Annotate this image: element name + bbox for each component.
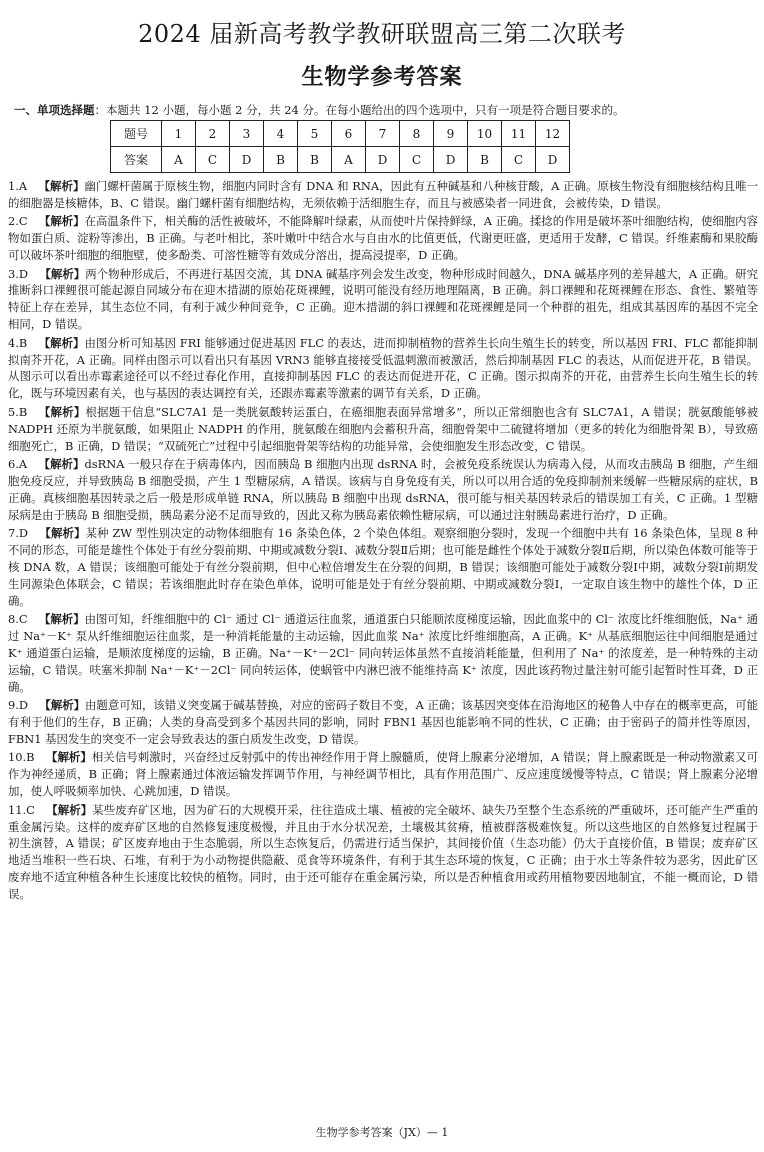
section-heading xyxy=(14,102,754,118)
question-number-cell: 8 xyxy=(400,121,434,147)
answer-table-row-numbers xyxy=(111,121,570,147)
row-label-answer: 答案 xyxy=(111,147,162,173)
explanation-item xyxy=(8,266,758,334)
analysis-tag: 【解析】 xyxy=(46,802,93,817)
explanation-text: 相关信号刺激时，兴奋经过反射弧中的传出神经作用于肾上腺髓质，使肾上腺素分泌增加，A 错误；肾上腺素既是一种动物激素又可作为神经递质，B 正确；肾上腺素通过体液运输发挥调节作用，与神经调节相比，具有作用范围广、反应速度缓慢等特点，C 错误；肾上腺素分泌增加，使人呼吸频率加快、心跳加速，D 错误。 xyxy=(8,750,758,799)
question-number-cell: 3 xyxy=(230,121,264,147)
explanation-item xyxy=(8,213,758,264)
document-title: 生物学参考答案 xyxy=(301,64,463,90)
item-number: 4.B xyxy=(8,335,28,350)
answer-cell: D xyxy=(536,147,570,173)
answer-cell: A xyxy=(162,147,196,173)
question-number-cell: 4 xyxy=(264,121,298,147)
explanation-text: 根据题干信息“SLC7A1 是一类胱氨酸转运蛋白，在癌细胞表面异常增多”，所以正常细胞也含有 SLC7A1，A 错误；胱氨酸能够被 NADPH 还原为半胱氨酸，如果阻止 NADPH 的作用，胱氨酸在细胞内会蓄积升高，细胞骨架中二硫键将增加（更多的转化为细胞骨架 B），导致癌细胞死亡，B 正确，D 错误；“双硫死亡”过程中引起细胞骨架等结构的功能异常，会使细胞发生形态改变，C 错误。 xyxy=(8,404,758,453)
row-label-question-number: 题号 xyxy=(111,121,162,147)
exam-title: 2024 届新高考教学教研联盟高三第二次联考 xyxy=(138,20,626,48)
explanation-text: 在高温条件下，相关酶的活性被破坏，不能降解叶绿素，从而使叶片保持鲜绿，A 正确。揉捻的作用是破坏茶叶细胞结构，使细胞内容物如蛋白质、淀粉等渗出，B 正确。与老叶相比，茶叶嫩叶中结合水与自由水的比值更低，代谢更旺盛，更适用于发酵，C 错误。纤维素酶和果胶酶可以破坏茶叶细胞的细胞壁，使多酚类、可溶性糖等有效成分溶出，提高浸提率，D 正确。 xyxy=(8,214,758,263)
explanation-text: 某种 ZW 型性别决定的动物体细胞有 16 条染色体，2 个染色体组。观察细胞分裂时，发现一个细胞中共有 16 条染色体，呈现 8 种不同的形态，可能是雄性个体处于有丝分裂前期、中期或减数分裂Ⅰ、减数分裂Ⅱ后期；也可能是雌性个体处于减数分裂Ⅱ后期，所以染色体数可能等于核 DNA 数，A 错误；该细胞可能处于有丝分裂前期，但中心粒倍增发生在分裂的间期，B 错误；该细胞可能处于减数分裂Ⅰ中期，减数分裂Ⅰ前期发生同源染色体联会，C 错误；若该细胞此时存在染色单体，说明可能是处于有丝分裂前期、中期或减数分裂Ⅰ，一定取自该生物中的雄性个体，D 正确。 xyxy=(8,526,758,608)
answer-cell: B xyxy=(264,147,298,173)
explanation-item xyxy=(8,611,758,696)
answer-table-row-answers xyxy=(111,147,570,173)
answer-table xyxy=(110,120,570,173)
item-number: 9.D xyxy=(8,698,29,713)
answer-cell: C xyxy=(502,147,536,173)
item-number: 7.D xyxy=(8,526,29,541)
item-number: 8.C xyxy=(8,612,28,627)
analysis-tag: 【解析】 xyxy=(39,526,86,541)
question-number-cell: 5 xyxy=(298,121,332,147)
answer-cell: D xyxy=(366,147,400,173)
explanation-item xyxy=(8,749,758,800)
explanation-text: 某些废弃矿区地，因为矿石的大规模开采，往往造成土壤、植被的完全破坏、缺失乃至整个生态系统的严重破坏，还可能产生严重的重金属污染。这样的废弃矿区地的自然修复速度极慢，并且由于水分状况差，土壤极其贫瘠，植被群落极难恢复。所以这些地区的自然修复过程属于初生演替，A 错误；矿区废弃地由于生态脆弱，所以生态恢复后，仍需进行适当保护，其间接价值（生态功能）仍大于直接价值，B 错误；废弃矿区地适当堆积一些石块、石堆，有利于为小动物提供隐蔽、觅食等环境条件，有利于其生态环境的恢复，C 正确；由于水土等条件较为恶劣，因此矿区废弃地不适宜种植各种生长速度比较快的植物。同时，由于还可能存在重金属污染，所以是否种植食用或药用植物要因地制宜，不能一概而论，D 错误。 xyxy=(8,802,758,902)
explanation-text: 两个物种形成后，不再进行基因交流，其 DNA 碱基序列会发生改变，物种形成时间越久，DNA 碱基序列的差异越大，A 正确。研究推断斜口裸鲤很可能起源自同域分布在迎木措湖的原始花斑裸鲤，说明可能没有经历地理隔离，B 正确。斜口裸鲤和花斑裸鲤在形态、食性、繁殖等特征上存在差异，其生态位不同，有利于减少种间竞争，C 正确。迎木措湖的斜口裸鲤和花斑裸鲤是同一个种群的祖先，组成其基因库的基因不完全相同，D 错误。 xyxy=(8,266,758,332)
analysis-tag: 【解析】 xyxy=(38,214,85,229)
question-number-cell: 11 xyxy=(502,121,536,147)
question-number-cell: 12 xyxy=(536,121,570,147)
item-number: 6.A xyxy=(8,457,28,471)
explanation-text: 幽门螺杆菌属于原核生物，细胞内同时含有 DNA 和 RNA，因此有五种碱基和八种核苷酸，A 正确。原核生物没有细胞核结构且唯一的细胞器是核糖体，B、C 错误。幽门螺杆菌有细胞结构，无须依赖于活细胞生存，而且与被感染者一同进食，会被传染，D 错误。 xyxy=(8,179,758,210)
explanation-text: dsRNA 一般只存在于病毒体内，因而胰岛 B 细胞内出现 dsRNA 时，会被免疫系统误认为病毒入侵，从而攻击胰岛 B 细胞，产生细胞免疫反应，并导致胰岛 B 细胞受损，产生 1 型糖尿病，A 错误。该病与自身免疫有关，所以可以用合适的免疫抑制剂来缓解一些糖尿病的症状，B 正确。真核细胞基因转录之后一般是形成单链 RNA，所以胰岛 B 细胞中出现 dsRNA，很可能与相关基因转录后的错误加工有关，C 正确。1 型糖尿病是由于胰岛 B 细胞受损，胰岛素分泌不足而导致的，因此又称为胰岛素依赖性糖尿病，可以通过注射胰岛素进行治疗，D 正确。 xyxy=(8,457,758,522)
item-number: 10.B xyxy=(8,750,35,765)
explanation-item xyxy=(8,697,758,748)
question-number-cell: 6 xyxy=(332,121,366,147)
section-heading-label: 一、单项选择题 xyxy=(14,103,95,117)
explanation-text: 由图可知，纤维细胞中的 Cl⁻ 通过 Cl⁻ 通道运往血浆，通道蛋白只能顺浓度梯度运输，因此血浆中的 Cl⁻ 浓度比纤维细胞低，Na⁺ 通过 Na⁺－K⁺ 泵从纤维细胞运往血浆，是一种消耗能量的主动运输，因此血浆 Na⁺ 浓度比纤维细胞高，A 正确。K⁺ 从基底细胞运往中间细胞是通过 K⁺ 通道蛋白运输，是顺浓度梯度的运输，B 正确。Na⁺－K⁺－2Cl⁻ 同向转运体虽然不直接消耗能量，但利用了 Na⁺ 的浓度差，是一种特殊的主动运输，C 错误。呋塞米抑制 Na⁺－K⁺－2Cl⁻ 同向转运体，使蜗管中内淋巴液不能维持高 K⁺ 浓度，因此该药物过量注射可能引起暂时性耳聋，D 正确。 xyxy=(8,612,758,694)
answer-cell: B xyxy=(468,147,502,173)
answer-cell: C xyxy=(400,147,434,173)
answer-cell: B xyxy=(298,147,332,173)
analysis-tag: 【解析】 xyxy=(39,698,86,713)
explanation-item xyxy=(8,802,758,903)
item-number: 11.C xyxy=(8,802,35,817)
explanation-text: 由题意可知，该错义突变属于碱基替换，对应的密码子数目不变，A 正确；该基因突变体在沿海地区的秘鲁人中存在的概率更高，可能有利于他们的生存，B 正确；人类的身高受到多个基因共同的影响，同时 FBN1 基因也能影响不同的性状，C 正确；由于密码子的简并性等原因，FBN1 基因发生的突变不一定会导致表达的蛋白质发生改变，D 错误。 xyxy=(8,698,758,746)
explanation-item xyxy=(8,178,758,212)
analysis-tag: 【解析】 xyxy=(38,612,85,627)
analysis-tag: 【解析】 xyxy=(39,266,86,281)
question-number-cell: 2 xyxy=(196,121,230,147)
question-number-cell: 9 xyxy=(434,121,468,147)
item-number: 5.B xyxy=(8,404,28,419)
answer-cell: A xyxy=(332,147,366,173)
answer-cell: C xyxy=(196,147,230,173)
analysis-tag: 【解析】 xyxy=(38,179,85,193)
page-footer: 生物学参考答案（JX）— 1 xyxy=(315,1126,449,1139)
item-number: 3.D xyxy=(8,266,29,281)
explanation-text: 由图分析可知基因 FRI 能够通过促进基因 FLC 的表达，进而抑制植物的营养生长向生殖生长的转变，所以基因 FRI、FLC 都能抑制拟南芥开花，A 正确。同样由图示可以看出只有基因 VRN3 能够直接接受低温刺激而被激活，然后抑制基因 FLC 的表达，从而促进开花，B 错误。从图示可以看出赤霉素途径可以不经过春化作用，直接抑制基因 FLC 的表达而促进开花，C 正确。图示拟南芥的开花，由营养生长向生殖生长的转化，既与环境因素有关，也与基因的表达调控有关，还跟赤霉素等激素的调节有关系，D 正确。 xyxy=(8,335,758,401)
answer-cell: D xyxy=(230,147,264,173)
explanation-item xyxy=(8,525,758,610)
analysis-tag: 【解析】 xyxy=(38,457,85,471)
explanation-list xyxy=(8,178,758,903)
section-heading-text: ：本题共 12 小题，每小题 2 分，共 24 分。在每小题给出的四个选项中，只有一项是符合题目要求的。 xyxy=(94,103,625,117)
explanation-item xyxy=(8,456,758,524)
explanation-item xyxy=(8,335,758,403)
answer-cell: D xyxy=(434,147,468,173)
analysis-tag: 【解析】 xyxy=(38,404,86,419)
analysis-tag: 【解析】 xyxy=(38,335,85,350)
analysis-tag: 【解析】 xyxy=(45,750,92,765)
item-number: 2.C xyxy=(8,214,28,229)
question-number-cell: 10 xyxy=(468,121,502,147)
question-number-cell: 1 xyxy=(162,121,196,147)
question-number-cell: 7 xyxy=(366,121,400,147)
explanation-item xyxy=(8,404,758,455)
item-number: 1.A xyxy=(8,179,28,193)
